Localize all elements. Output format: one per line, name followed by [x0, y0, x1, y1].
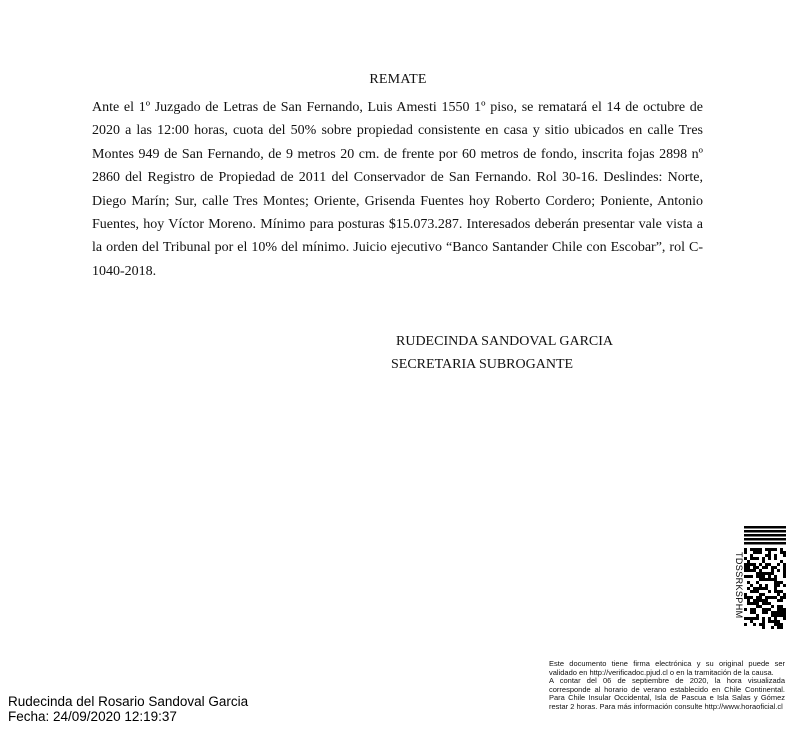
signer-date: Fecha: 24/09/2020 12:19:37	[8, 709, 177, 724]
signer-block	[8, 694, 248, 724]
document-body: Ante el 1º Juzgado de Letras de San Fernando, Luis Amesti 1550 1º piso, se rematará el 14 de octubre de 2020 a las 12:00 horas, cuota del 50% sobre propiedad consistente en casa y sitio ubicados en calle Tres Montes 949 de San Fernando, de 9 metros 20 cm. de frente por 60 metros de fondo, inscrita fojas 2898 nº 2860 del Registro de Propiedad de 2011 del Conservador de San Fernando. Rol 30-16. Deslindes: Norte, Diego Marín; Sur, calle Tres Montes; Oriente, Grisenda Fuentes hoy Roberto Cordero; Poniente, Antonio Fuentes, hoy Víctor Moreno. Mínimo para posturas $15.073.287. Interesados deberán presentar vale vista a la orden del Tribunal por el 10% del mínimo. Juicio ejecutivo “Banco Santander Chile con Escobar”, rol C-1040-2018.	[92, 100, 703, 279]
signer-name: Rudecinda del Rosario Sandoval Garcia	[8, 694, 249, 709]
verification-code-text: TDSSRKSPHM	[734, 552, 744, 619]
signature-role: SECRETARIA SUBROGANTE	[391, 357, 574, 372]
qr-code-icon	[744, 526, 786, 630]
signature-name: RUDECINDA SANDOVAL GARCIA	[396, 334, 614, 349]
electronic-signature-notice	[549, 660, 785, 712]
notice-validation: Este documento tiene firma electrónica y su original puede ser validado en http://verificadoc.pjud.cl o en la tramitación de la causa.	[549, 659, 785, 677]
notice-timezone: A contar del 06 de septiembre de 2020, la hora visualizada corresponde al horario de verano establecido en Chile Continental. Para Chile Insular Occidental, Isla de Pascua e Isla Salas y Gómez restar 2 horas. Para más información consulte http://www.horaoficial.cl	[549, 676, 785, 711]
document-title: REMATE	[369, 72, 427, 87]
